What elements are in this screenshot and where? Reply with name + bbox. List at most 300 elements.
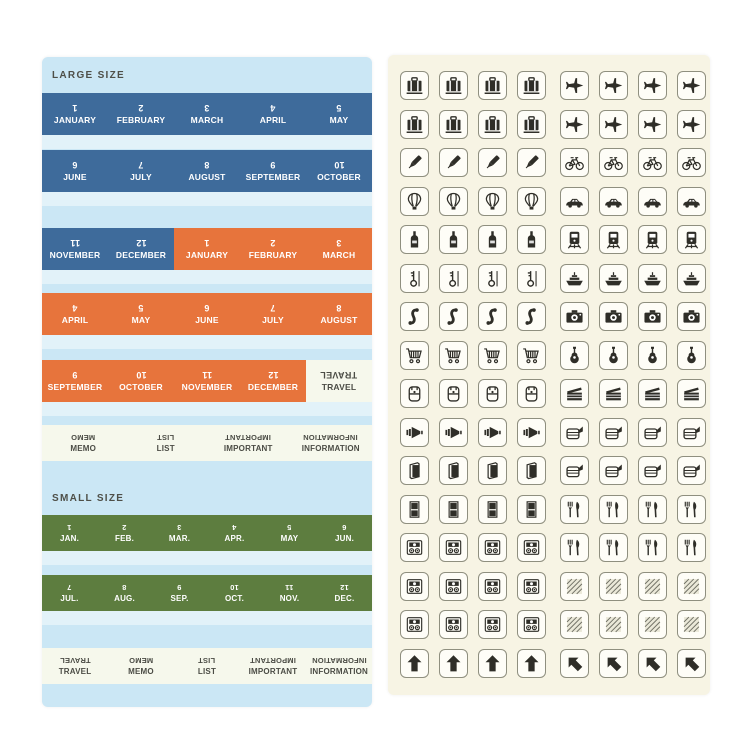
- tab-travel: [42, 648, 108, 684]
- tab-flipped-text: 11: [285, 583, 294, 592]
- sticker-hatch-pattern: [599, 572, 628, 601]
- sticker-wine-bottle: [400, 225, 429, 254]
- tab-flipped-text: 4: [270, 103, 276, 113]
- bicycle-icon: [681, 152, 702, 173]
- tab-label: MARCH: [322, 250, 356, 260]
- arrow-up-left-icon: [642, 653, 663, 674]
- tab-november: [174, 360, 240, 402]
- sticker-window: [478, 495, 507, 524]
- wine-bottle-icon: [482, 229, 503, 250]
- window-icon: [443, 499, 464, 520]
- key-icon: [521, 268, 542, 289]
- tab-october: [108, 360, 174, 402]
- tab-july: [108, 150, 174, 192]
- tab-flipped-text: 12: [340, 583, 349, 592]
- clapperboard-icon: [564, 383, 585, 404]
- megaphone-icon: [404, 422, 425, 443]
- sticker-train: [677, 225, 706, 254]
- sticker-kettle: [638, 418, 667, 447]
- icon-sticker-sheet: [388, 55, 710, 695]
- hatch-pattern-icon: [564, 614, 585, 635]
- sticker-cutlery: [560, 533, 589, 562]
- sticker-train: [638, 225, 667, 254]
- sticker-arrow-up: [439, 649, 468, 678]
- tab-flipped-text: LIST: [198, 656, 216, 665]
- tab-flipped-text: 10: [333, 160, 345, 170]
- sticker-arrow-up-left: [599, 649, 628, 678]
- clapperboard-icon: [642, 383, 663, 404]
- tab-flipped-text: MEMO: [128, 656, 154, 665]
- tab-label: JUL.: [60, 594, 79, 603]
- tab-flipped-text: 10: [230, 583, 239, 592]
- sticker-stove-knobs: [439, 533, 468, 562]
- sticker-bag: [478, 379, 507, 408]
- die-cut-band: [42, 551, 372, 565]
- sticker-clapperboard: [599, 379, 628, 408]
- tab-list: [174, 648, 240, 684]
- tab-may: [306, 93, 372, 135]
- sticker-hatch-pattern: [677, 610, 706, 639]
- telephone-icon: [404, 306, 425, 327]
- tab-flipped-text: 2: [270, 238, 276, 248]
- sticker-arrow-up: [400, 649, 429, 678]
- sticker-suitcase: [439, 110, 468, 139]
- sticker-stove-knobs: [517, 533, 546, 562]
- sticker-suitcase: [439, 71, 468, 100]
- hatch-pattern-icon: [564, 576, 585, 597]
- tab-label: AUG.: [114, 594, 135, 603]
- die-cut-band: [42, 335, 372, 349]
- shopping-cart-icon: [404, 345, 425, 366]
- hatch-pattern-icon: [681, 576, 702, 597]
- tab-label: INFORMATION: [309, 667, 369, 676]
- tab-flipped-text: 1: [204, 238, 210, 248]
- telephone-icon: [443, 306, 464, 327]
- sticker-bicycle: [638, 148, 667, 177]
- camera-icon: [642, 306, 663, 327]
- sticker-arrow-up-left: [560, 649, 589, 678]
- hot-air-balloon-icon: [404, 191, 425, 212]
- tab-label: AUGUST: [188, 172, 226, 182]
- large-strip-nov-mar: [42, 228, 372, 270]
- car-icon: [564, 191, 585, 212]
- tab-dec: [317, 575, 372, 611]
- sticker-hatch-pattern: [560, 572, 589, 601]
- tab-october: [306, 150, 372, 192]
- kettle-icon: [681, 422, 702, 443]
- tab-label: SEPTEMBER: [47, 382, 103, 392]
- arrow-up-icon: [521, 653, 542, 674]
- sticker-bicycle: [599, 148, 628, 177]
- shopping-cart-icon: [482, 345, 503, 366]
- tab-flipped-text: 6: [204, 303, 210, 313]
- tab-label: JULY: [130, 172, 152, 182]
- tab-feb: [97, 515, 152, 551]
- camera-icon: [564, 306, 585, 327]
- guitar-icon: [603, 345, 624, 366]
- tab-flipped-text: LIST: [157, 433, 175, 442]
- die-cut-band: [42, 135, 372, 149]
- sticker-airplane: [677, 71, 706, 100]
- airplane-icon: [564, 114, 585, 135]
- sticker-airplane: [677, 110, 706, 139]
- tab-flipped-text: 12: [267, 370, 279, 380]
- cutlery-icon: [642, 537, 663, 558]
- sticker-suitcase: [517, 71, 546, 100]
- small-size-label: SMALL SIZE: [52, 493, 125, 504]
- megaphone-icon: [521, 422, 542, 443]
- tab-mar: [152, 515, 207, 551]
- sticker-camera: [677, 302, 706, 331]
- tab-december: [108, 228, 174, 270]
- sticker-suitcase: [400, 71, 429, 100]
- month-tab-sticker-sheet: [42, 57, 372, 707]
- tab-flipped-text: 4: [232, 523, 237, 532]
- sticker-key: [478, 264, 507, 293]
- tab-september: [42, 360, 108, 402]
- airplane-icon: [603, 75, 624, 96]
- sticker-hot-air-balloon: [400, 187, 429, 216]
- sticker-window: [439, 495, 468, 524]
- tab-label: FEBRUARY: [116, 115, 166, 125]
- sticker-cutlery: [599, 495, 628, 524]
- sticker-book: [439, 456, 468, 485]
- kettle-icon: [564, 460, 585, 481]
- sticker-cutlery: [599, 533, 628, 562]
- tab-flipped-text: TRAVEL: [59, 656, 91, 665]
- sticker-bag: [400, 379, 429, 408]
- stove-knobs-icon: [482, 537, 503, 558]
- tab-label: SEP.: [170, 594, 189, 603]
- sticker-car: [638, 187, 667, 216]
- sticker-stove-knobs: [478, 610, 507, 639]
- sticker-shopping-cart: [400, 341, 429, 370]
- key-icon: [404, 268, 425, 289]
- kettle-icon: [642, 460, 663, 481]
- sticker-suitcase: [517, 110, 546, 139]
- tab-jan: [42, 515, 97, 551]
- small-strip-jul-dec: [42, 575, 372, 611]
- die-cut-band: [42, 402, 372, 416]
- tab-flipped-text: INFORMATION: [303, 433, 359, 442]
- tab-flipped-text: IMPORTANT: [250, 656, 296, 665]
- pen-icon: [443, 152, 464, 173]
- sticker-airplane: [560, 110, 589, 139]
- sticker-stove-knobs: [400, 610, 429, 639]
- tab-information: [306, 648, 372, 684]
- sticker-megaphone: [517, 418, 546, 447]
- sticker-kettle: [638, 456, 667, 485]
- sticker-car: [677, 187, 706, 216]
- tab-label: TRAVEL: [321, 382, 357, 392]
- tab-flipped-text: 8: [122, 583, 127, 592]
- sticker-megaphone: [439, 418, 468, 447]
- tab-label: LIST: [197, 667, 217, 676]
- tab-label: FEBRUARY: [248, 250, 298, 260]
- sticker-airplane: [599, 110, 628, 139]
- sticker-megaphone: [478, 418, 507, 447]
- sticker-stove-knobs: [400, 572, 429, 601]
- book-icon: [482, 460, 503, 481]
- large-strip-sep-dec-travel: [42, 360, 372, 402]
- tab-flipped-text: 12: [135, 238, 147, 248]
- tab-march: [306, 228, 372, 270]
- sticker-hatch-pattern: [638, 572, 667, 601]
- tab-label: JANUARY: [53, 115, 97, 125]
- bag-icon: [443, 383, 464, 404]
- tab-information: [290, 425, 373, 461]
- sticker-arrow-up-left: [677, 649, 706, 678]
- tab-june: [42, 150, 108, 192]
- tab-label: MAR.: [168, 534, 191, 543]
- sticker-key: [517, 264, 546, 293]
- large-strip-jan-may: [42, 93, 372, 135]
- sticker-key: [400, 264, 429, 293]
- tab-april: [240, 93, 306, 135]
- tab-july: [240, 293, 306, 335]
- arrow-up-left-icon: [564, 653, 585, 674]
- sticker-ship: [677, 264, 706, 293]
- sticker-clapperboard: [560, 379, 589, 408]
- camera-icon: [603, 306, 624, 327]
- tab-flipped-text: 1: [72, 103, 78, 113]
- sticker-camera: [560, 302, 589, 331]
- kettle-icon: [603, 422, 624, 443]
- pen-icon: [482, 152, 503, 173]
- arrow-up-icon: [443, 653, 464, 674]
- tab-august: [174, 150, 240, 192]
- tab-flipped-text: 3: [336, 238, 342, 248]
- sticker-bicycle: [560, 148, 589, 177]
- tab-label: DEC.: [334, 594, 355, 603]
- stove-knobs-icon: [521, 576, 542, 597]
- stove-knobs-icon: [521, 614, 542, 635]
- tab-label: OCT.: [224, 594, 245, 603]
- sticker-wine-bottle: [517, 225, 546, 254]
- train-icon: [642, 229, 663, 250]
- ship-icon: [564, 268, 585, 289]
- train-icon: [564, 229, 585, 250]
- sticker-suitcase: [478, 71, 507, 100]
- cutlery-icon: [603, 537, 624, 558]
- tab-apr: [207, 515, 262, 551]
- cutlery-icon: [681, 499, 702, 520]
- camera-icon: [681, 306, 702, 327]
- sticker-bag: [517, 379, 546, 408]
- sticker-hatch-pattern: [677, 572, 706, 601]
- tab-flipped-text: 8: [336, 303, 342, 313]
- large-strip-jun-oct: [42, 150, 372, 192]
- guitar-icon: [564, 345, 585, 366]
- sticker-car: [599, 187, 628, 216]
- ship-icon: [681, 268, 702, 289]
- suitcase-icon: [404, 114, 425, 135]
- sticker-window: [517, 495, 546, 524]
- tab-nov: [262, 575, 317, 611]
- tab-oct: [207, 575, 262, 611]
- sticker-bag: [439, 379, 468, 408]
- airplane-icon: [681, 75, 702, 96]
- large-size-label: LARGE SIZE: [52, 70, 126, 81]
- sticker-hot-air-balloon: [439, 187, 468, 216]
- tab-label: MEMO: [70, 444, 97, 453]
- tab-flipped-text: 11: [201, 370, 213, 380]
- tab-memo: [108, 648, 174, 684]
- wine-bottle-icon: [521, 229, 542, 250]
- sticker-megaphone: [400, 418, 429, 447]
- tab-august: [306, 293, 372, 335]
- sticker-kettle: [599, 456, 628, 485]
- sticker-book: [478, 456, 507, 485]
- stove-knobs-icon: [443, 614, 464, 635]
- tab-september: [240, 150, 306, 192]
- memo-label-strip: [42, 425, 372, 461]
- tab-flipped-text: 8: [204, 160, 210, 170]
- tab-flipped-text: 11: [69, 238, 81, 248]
- sticker-key: [439, 264, 468, 293]
- tab-january: [42, 93, 108, 135]
- tab-label: JANUARY: [185, 250, 229, 260]
- window-icon: [404, 499, 425, 520]
- sticker-kettle: [599, 418, 628, 447]
- sticker-guitar: [599, 341, 628, 370]
- cutlery-icon: [603, 499, 624, 520]
- tab-may: [262, 515, 317, 551]
- sticker-airplane: [638, 71, 667, 100]
- tab-flipped-text: 6: [72, 160, 78, 170]
- sticker-arrow-up-left: [638, 649, 667, 678]
- megaphone-icon: [482, 422, 503, 443]
- tab-flipped-text: TRAVEL: [320, 370, 358, 380]
- sticker-shopping-cart: [478, 341, 507, 370]
- suitcase-icon: [443, 75, 464, 96]
- stove-knobs-icon: [482, 614, 503, 635]
- airplane-icon: [564, 75, 585, 96]
- tab-flipped-text: 5: [287, 523, 292, 532]
- stove-knobs-icon: [404, 537, 425, 558]
- die-cut-band: [42, 270, 372, 284]
- tab-label: JULY: [262, 315, 284, 325]
- tab-flipped-text: 10: [135, 370, 147, 380]
- sticker-shopping-cart: [517, 341, 546, 370]
- sticker-train: [599, 225, 628, 254]
- tab-label: APRIL: [61, 315, 89, 325]
- tab-travel: [306, 360, 372, 402]
- window-icon: [482, 499, 503, 520]
- sticker-pen: [517, 148, 546, 177]
- hatch-pattern-icon: [603, 614, 624, 635]
- tab-label: OCTOBER: [119, 382, 163, 392]
- tab-label: TRAVEL: [58, 667, 92, 676]
- cutlery-icon: [564, 499, 585, 520]
- sticker-book: [517, 456, 546, 485]
- sticker-hatch-pattern: [560, 610, 589, 639]
- sticker-telephone: [439, 302, 468, 331]
- sticker-window: [400, 495, 429, 524]
- guitar-icon: [681, 345, 702, 366]
- tab-sep: [152, 575, 207, 611]
- sticker-stove-knobs: [439, 610, 468, 639]
- sticker-wine-bottle: [439, 225, 468, 254]
- sticker-arrow-up: [517, 649, 546, 678]
- tab-label: NOV.: [279, 594, 300, 603]
- sticker-telephone: [478, 302, 507, 331]
- ship-icon: [603, 268, 624, 289]
- tab-label: IMPORTANT: [248, 667, 298, 676]
- sticker-kettle: [677, 456, 706, 485]
- bottom-label-strip: [42, 648, 372, 684]
- tab-label: DECEMBER: [247, 382, 299, 392]
- arrow-up-icon: [482, 653, 503, 674]
- tab-december: [240, 360, 306, 402]
- tab-memo: [42, 425, 125, 461]
- stove-knobs-icon: [443, 537, 464, 558]
- tab-label: NOVEMBER: [49, 250, 101, 260]
- sticker-ship: [560, 264, 589, 293]
- bag-icon: [482, 383, 503, 404]
- suitcase-icon: [521, 75, 542, 96]
- tab-label: APRIL: [259, 115, 287, 125]
- bicycle-icon: [564, 152, 585, 173]
- tab-flipped-text: 1: [67, 523, 72, 532]
- tab-label: JUNE: [195, 315, 219, 325]
- kettle-icon: [564, 422, 585, 443]
- tab-flipped-text: 5: [336, 103, 342, 113]
- bag-icon: [404, 383, 425, 404]
- sticker-suitcase: [400, 110, 429, 139]
- sticker-airplane: [560, 71, 589, 100]
- tab-label: JUN.: [334, 534, 355, 543]
- sticker-pen: [439, 148, 468, 177]
- pen-icon: [404, 152, 425, 173]
- suitcase-icon: [521, 114, 542, 135]
- tab-flipped-text: 6: [342, 523, 347, 532]
- sticker-car: [560, 187, 589, 216]
- kettle-icon: [642, 422, 663, 443]
- shopping-cart-icon: [443, 345, 464, 366]
- tab-april: [42, 293, 108, 335]
- sticker-pen: [478, 148, 507, 177]
- sticker-stove-knobs: [517, 572, 546, 601]
- tab-november: [42, 228, 108, 270]
- tab-flipped-text: 9: [177, 583, 182, 592]
- kettle-icon: [681, 460, 702, 481]
- tab-flipped-text: 4: [72, 303, 78, 313]
- tab-label: APR.: [224, 534, 245, 543]
- tab-flipped-text: 9: [270, 160, 276, 170]
- kettle-icon: [603, 460, 624, 481]
- tab-may: [108, 293, 174, 335]
- tab-flipped-text: 7: [67, 583, 72, 592]
- tab-important: [240, 648, 306, 684]
- sticker-cutlery: [638, 495, 667, 524]
- stove-knobs-icon: [404, 576, 425, 597]
- sticker-wine-bottle: [478, 225, 507, 254]
- tab-aug: [97, 575, 152, 611]
- cutlery-icon: [642, 499, 663, 520]
- suitcase-icon: [482, 114, 503, 135]
- sticker-kettle: [560, 456, 589, 485]
- tab-june: [174, 293, 240, 335]
- sticker-camera: [638, 302, 667, 331]
- tab-label: JAN.: [59, 534, 80, 543]
- tab-flipped-text: 3: [204, 103, 210, 113]
- train-icon: [603, 229, 624, 250]
- hot-air-balloon-icon: [443, 191, 464, 212]
- tab-label: OCTOBER: [317, 172, 361, 182]
- bicycle-icon: [642, 152, 663, 173]
- shopping-cart-icon: [521, 345, 542, 366]
